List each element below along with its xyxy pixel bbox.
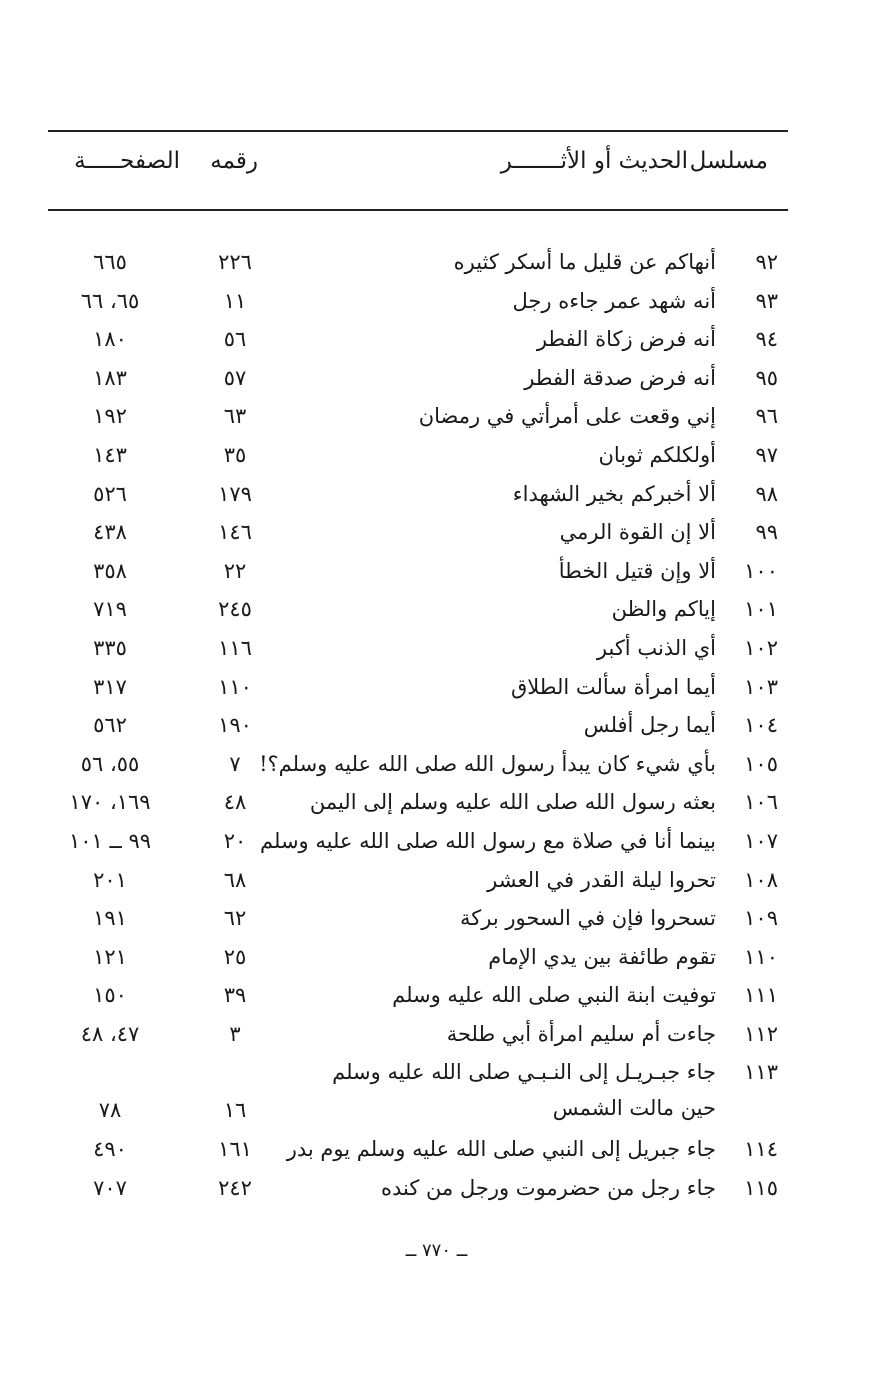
row-serial: ٩٧ (755, 442, 778, 467)
row-number: ٥٧ (223, 365, 247, 390)
row-serial: ٩٣ (755, 288, 778, 313)
row-page: ٣٣٥ (93, 635, 127, 660)
table-row (48, 436, 788, 475)
row-number: ٢٢ (223, 558, 247, 583)
row-title (488, 941, 716, 973)
row-title (511, 671, 716, 703)
hadith-index-table (48, 243, 788, 1208)
row-serial: ١٠٠ (744, 558, 778, 583)
row-serial: ١١٠ (744, 944, 778, 969)
row-serial: ١٠٩ (744, 906, 778, 931)
row-title (460, 902, 716, 934)
row-title-line: جاء جبـريـل إلى النـبـي صلى الله عليه وسلم (332, 1060, 716, 1085)
row-title (260, 825, 716, 857)
row-title-line: أيما امرأة سألت الطلاق (510, 674, 716, 699)
header-title: الحديث أو الأثـــــــر (500, 148, 688, 174)
row-title-line: أنه شهد عمر جاءه رجل (512, 288, 716, 313)
row-number: ٤٨ (223, 790, 247, 815)
row-page: ١٩٢ (93, 404, 127, 429)
row-serial: ١٠٧ (744, 828, 778, 853)
row-number: ١٦ (223, 1098, 247, 1123)
row-title (447, 1018, 716, 1050)
table-row (48, 822, 788, 861)
row-page: ١٤٣ (93, 442, 127, 467)
row-serial: ١٠٦ (744, 790, 778, 815)
row-title (259, 748, 716, 780)
table-row (48, 976, 788, 1015)
row-title (598, 439, 716, 471)
row-page: ٥٦٢ (93, 713, 127, 738)
row-serial: ١٠٤ (744, 713, 778, 738)
row-page: ٥٥، ٥٦ (80, 751, 140, 776)
table-row (48, 1169, 788, 1208)
row-number: ٢٠ (223, 828, 247, 853)
row-title-line: بعثه رسول الله صلى الله عليه وسلم إلى اليمن (309, 790, 716, 815)
row-number: ٦٣ (223, 404, 247, 429)
row-page: ١٨٠ (93, 327, 127, 352)
row-page: ١٢١ (93, 944, 127, 969)
row-title-line: توفيت ابنة النبي صلى الله عليه وسلم (392, 983, 716, 1008)
row-page: ٧١٩ (93, 597, 127, 622)
row-title (287, 1133, 716, 1165)
table-row (48, 861, 788, 900)
row-serial: ١١٤ (744, 1137, 778, 1162)
row-page: ٥٢٦ (93, 481, 127, 506)
row-title-line: أنهاكم عن قليل ما أسكر كثيره (453, 250, 716, 274)
row-title-line: ألا إن القوة الرمي (559, 520, 716, 545)
row-title (513, 478, 716, 510)
header-page: الصفحـــــة (74, 148, 180, 174)
table-row (48, 320, 788, 359)
table-row (48, 282, 788, 321)
row-title (454, 246, 716, 278)
row-number: ٣٩ (223, 983, 247, 1008)
row-title-line: جاءت أم سليم امرأة أبي طلحة (446, 1021, 716, 1046)
row-page: ٩٩ ــ ١٠١ (68, 828, 152, 853)
row-serial: ١٠١ (744, 597, 778, 622)
row-page: ٤٧، ٤٨ (80, 1021, 140, 1046)
row-title (597, 632, 716, 664)
table-row (48, 629, 788, 668)
row-title-line: ألا أخبركم بخير الشهداء (512, 481, 716, 506)
row-serial: ١٠٥ (744, 751, 778, 776)
row-page: ١٦٩، ١٧٠ (69, 790, 151, 815)
row-number: ٢٤٥ (218, 597, 252, 622)
row-page: ٦٥، ٦٦ (80, 288, 140, 313)
table-row (48, 706, 788, 745)
row-serial: ٩٤ (755, 327, 778, 352)
row-page: ٢٠١ (93, 867, 127, 892)
row-page: ٧٨ (98, 1098, 122, 1123)
row-serial: ١١١ (744, 983, 778, 1008)
row-title (524, 362, 716, 394)
table-header (48, 140, 788, 196)
row-page: ٦٦٥ (93, 250, 127, 274)
row-title-line: إني وقعت على أمرأتي في رمضان (418, 404, 716, 429)
row-title-line: ألا وإن قتيل الخطأ (558, 558, 716, 583)
row-serial: ٩٦ (755, 404, 778, 429)
row-page: ١٨٣ (93, 365, 127, 390)
row-serial: ٩٩ (755, 520, 778, 545)
row-page: ١٥٠ (93, 983, 127, 1008)
row-title-line: أولكلكم ثوبان (598, 442, 716, 467)
row-title (310, 786, 716, 818)
table-row (48, 783, 788, 822)
table-row (48, 668, 788, 707)
row-number: ١٦١ (218, 1137, 252, 1162)
row-title-line: أنه فرض زكاة الفطر (536, 327, 716, 352)
row-title-line: أي الذنب أكبر (596, 635, 716, 660)
row-number: ١٤٦ (218, 520, 252, 545)
row-title-line: تسحروا فإن في السحور بركة (460, 906, 716, 931)
row-serial: ١١٣ (744, 1060, 778, 1085)
row-page: ٤٣٨ (93, 520, 127, 545)
row-serial: ٩٨ (755, 481, 778, 506)
row-number: ٦٢ (223, 906, 247, 931)
table-row (48, 243, 788, 282)
header-serial: مسلسل (689, 148, 768, 174)
row-title (419, 400, 716, 432)
table-row (48, 475, 788, 514)
row-title-line-2: حين مالت الشمس (552, 1096, 716, 1121)
row-title-line: جاء رجل من حضرموت ورجل من كنده (381, 1176, 716, 1201)
row-title (560, 516, 716, 548)
row-title (392, 979, 716, 1011)
row-title-line: تقوم طائفة بين يدي الإمام (488, 944, 716, 969)
row-number: ١١ (223, 288, 247, 313)
row-number: ٦٨ (223, 867, 247, 892)
row-number: ٣٥ (223, 442, 247, 467)
row-title (487, 864, 716, 896)
row-title (381, 1172, 716, 1204)
table-row (48, 1053, 788, 1130)
row-title (559, 555, 716, 587)
row-title (612, 593, 716, 625)
row-number: ٣ (229, 1021, 241, 1046)
row-title-line: أيما رجل أفلس (583, 713, 716, 738)
row-title-line: أنه فرض صدقة الفطر (524, 365, 716, 390)
row-number: ١٧٩ (218, 481, 252, 506)
table-row (48, 938, 788, 977)
table-row (48, 552, 788, 591)
row-title-line: جاء جبريل إلى النبي صلى الله عليه وسلم يوم بدر (286, 1137, 716, 1162)
table-row (48, 397, 788, 436)
row-title-line: بينما أنا في صلاة مع رسول الله صلى الله عليه وسلم (260, 828, 716, 853)
row-page: ٣٥٨ (93, 558, 127, 583)
row-number: ٥٦ (223, 327, 247, 352)
row-number: ١١٠ (218, 674, 252, 699)
row-title-line: بأي شيء كان يبدأ رسول الله صلى الله عليه وسلم؟! (259, 751, 716, 776)
row-serial: ١٠٢ (744, 635, 778, 660)
row-title (584, 709, 716, 741)
table-row (48, 359, 788, 398)
row-page: ١٩١ (93, 906, 127, 931)
header-top-rule (48, 130, 788, 132)
row-number: ١١٦ (218, 635, 252, 660)
row-page: ٤٩٠ (93, 1137, 127, 1162)
table-row (48, 513, 788, 552)
header-number: رقمه (210, 148, 258, 174)
row-serial: ٩٢ (755, 250, 778, 274)
table-row (48, 1130, 788, 1169)
row-page: ٧٠٧ (93, 1176, 127, 1201)
table-row (48, 899, 788, 938)
row-title (537, 323, 716, 355)
row-number: ١٩٠ (218, 713, 252, 738)
table-row (48, 590, 788, 629)
header-bottom-rule (48, 209, 788, 211)
row-number: ٧ (229, 751, 241, 776)
row-serial: ١٠٨ (744, 867, 778, 892)
row-serial: ١١٥ (744, 1176, 778, 1201)
row-title-line: إياكم والظن (611, 597, 716, 622)
row-serial: ٩٥ (755, 365, 778, 390)
row-number: ٢٥ (223, 944, 247, 969)
row-title (513, 285, 716, 317)
row-serial: ١١٢ (744, 1021, 778, 1046)
row-page: ٣١٧ (93, 674, 127, 699)
page-number: ــ ٧٧٠ ــ (405, 1240, 468, 1261)
row-title-line: تحروا ليلة القدر في العشر (487, 867, 716, 892)
table-row (48, 745, 788, 784)
row-number: ٢٤٢ (218, 1176, 252, 1201)
row-serial: ١٠٣ (744, 674, 778, 699)
row-title (332, 1056, 716, 1124)
table-row (48, 1015, 788, 1054)
row-number: ٢٢٦ (218, 250, 252, 274)
